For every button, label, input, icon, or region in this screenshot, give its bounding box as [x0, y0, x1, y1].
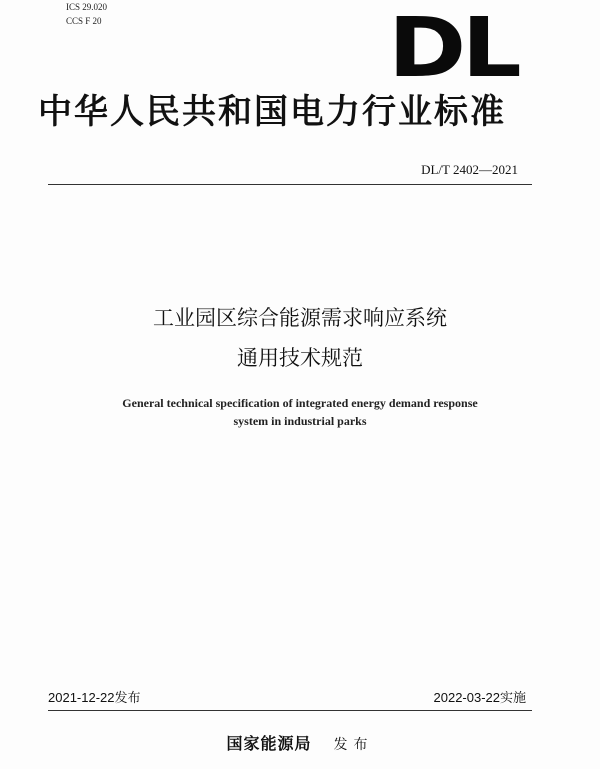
publish-action: 发布: [333, 737, 374, 753]
publisher-name: 国家能源局: [226, 734, 312, 753]
bottom-divider: [48, 710, 532, 711]
issue-date: 2021-12-22发布: [48, 690, 141, 705]
ccs-code: CCS F 20: [66, 16, 102, 26]
standard-number: DL/T 2402—2021: [421, 162, 518, 177]
implementation-date: 2022-03-22实施: [433, 690, 526, 705]
ics-code: ICS 29.020: [66, 2, 108, 12]
standard-category-title: 中华人民共和国电力行业标准: [38, 92, 506, 132]
title-chinese-line-1: 工业园区综合能源需求响应系统: [153, 306, 447, 330]
title-english-line-2: system in industrial parks: [233, 414, 367, 428]
title-chinese-line-2: 通用技术规范: [237, 346, 363, 370]
publisher-line: [0, 734, 600, 755]
title-english-line-1: General technical specification of integrated energy demand response: [122, 396, 478, 410]
dl-logo: DL: [388, 1, 518, 96]
top-divider: [48, 184, 532, 185]
